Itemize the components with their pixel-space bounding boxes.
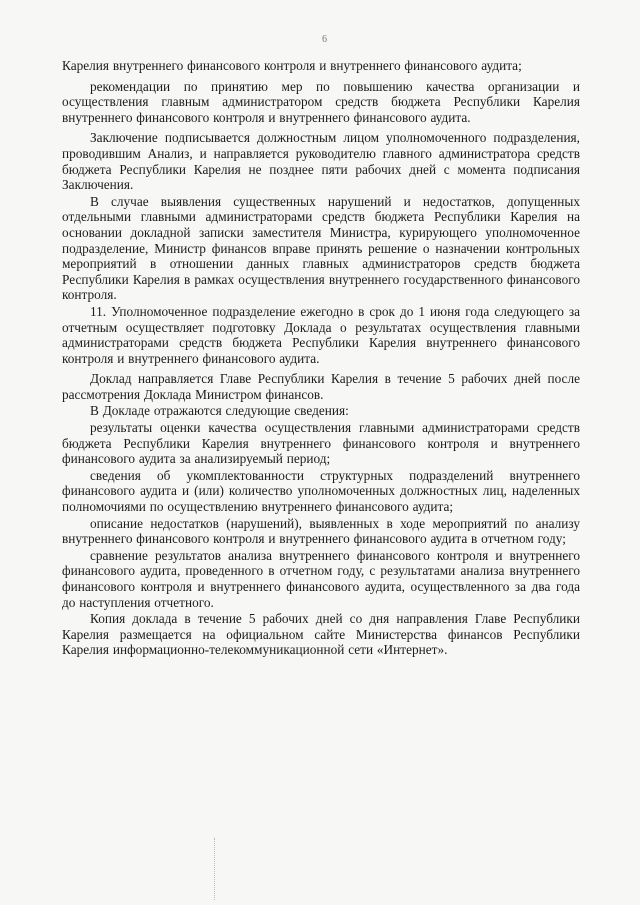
paragraph-violations: В случае выявления существенных нарушений и недостатков, допущенных отдельными главными администраторами средств бюджета Республики Карелия на основании докладной записки заместителя Министра, курирующего уполномоченное подразделение, Министр финансов вправе принять решение о назначении контрольных мероприятий в отношении данных главных администраторов средств бюджета Республики Карелия в рамках осуществления внутреннего государственного финансового контроля. <box>62 193 580 303</box>
list-item-deficiencies: описание недостатков (нарушений), выявленных в ходе мероприятий по анализу внутреннего финансового контроля и внутреннего финансового аудита в отчетном году; <box>62 515 580 547</box>
paragraph-publication: Копия доклада в течение 5 рабочих дней со дня направления Главе Республики Карелия размещается на официальном сайте Министерства финансов Республики Карелия информационно-телекоммуникационной сети «Интернет». <box>62 611 580 658</box>
paragraph-conclusion-signing: Заключение подписывается должностным лицом уполномоченного подразделения, проводившим Анализ, и направляется руководителю главного администратора средств бюджета Республики Карелия не позднее пяти рабочих дней с момента подписания Заключения. <box>62 130 580 193</box>
list-item-comparison: сравнение результатов анализа внутреннего финансового контроля и внутреннего финансового аудита, проведенного в отчетном году, с результатами анализа внутреннего финансового контроля и внутреннего финансового аудита, осуществленного за два года до наступления отчетного. <box>62 547 580 610</box>
paragraph-section-11: 11. Уполномоченное подразделение ежегодно в срок до 1 июня года следующего за отчетным осуществляет подготовку Доклада о результатах осуществления главными администраторами средств бюджета Республики Карелия внутреннего финансового контроля и внутреннего финансового аудита. <box>62 303 580 366</box>
paragraph-audit-continuation: Карелия внутреннего финансового контроля и внутреннего финансового аудита; <box>62 58 522 73</box>
list-item-quality-results: результаты оценки качества осуществления главными администраторами средств бюджета Республики Карелия внутреннего финансового контроля и внутреннего финансового аудита за анализируемый период; <box>62 420 580 467</box>
paragraph-recommendations: рекомендации по принятию мер по повышению качества организации и осуществления главным администратором средств бюджета Республики Карелия внутреннего финансового контроля и внутреннего финансового аудита. <box>62 78 580 125</box>
scan-artifact <box>214 838 216 900</box>
paragraph-report-contents-intro: В Докладе отражаются следующие сведения: <box>90 403 349 419</box>
page-number: 6 <box>322 34 327 45</box>
paragraph-report-sent: Доклад направляется Главе Республики Карелия в течение 5 рабочих дней после рассмотрения Доклада Министром финансов. <box>62 371 580 402</box>
list-item-staffing: сведения об укомплектованности структурных подразделений внутреннего финансового аудита и (или) количество уполномоченных должностных лиц, наделенных полномочиями по осуществлению внутреннего финансового аудита; <box>62 467 580 515</box>
document-body <box>62 58 580 659</box>
